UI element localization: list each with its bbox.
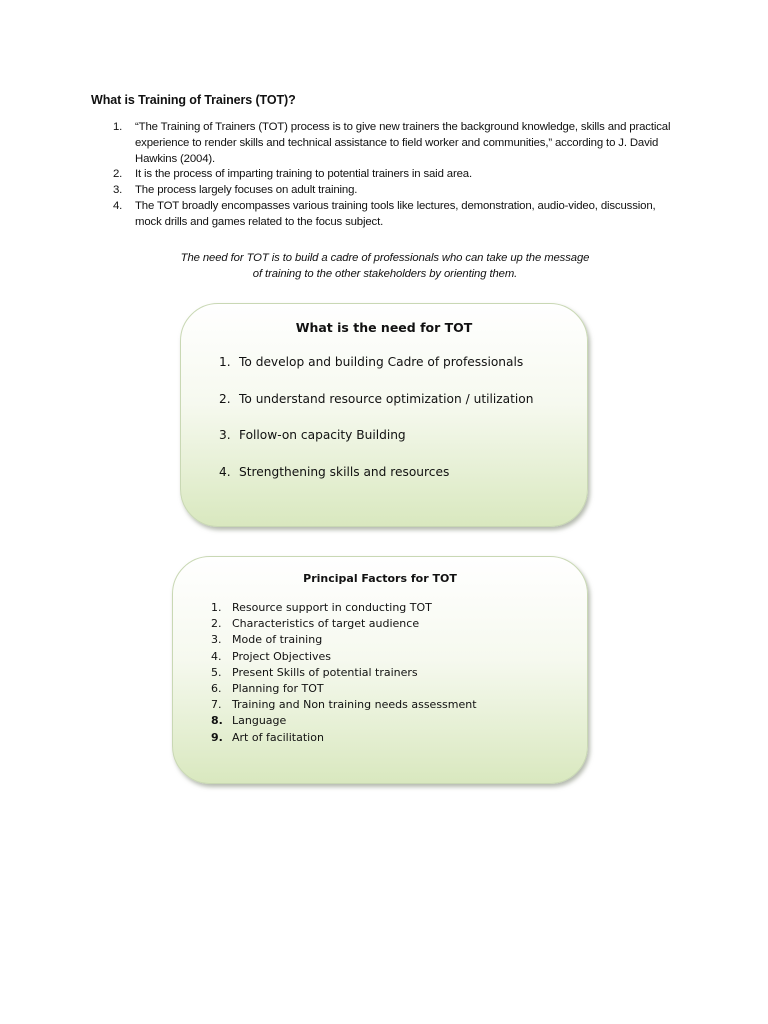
tot-need-quote	[160, 250, 610, 282]
list-item-number: 3.	[211, 633, 222, 647]
need-for-tot-box	[180, 303, 588, 527]
list-item-text: Project Objectives	[232, 649, 332, 663]
list-item-text: Training and Non training needs assessment	[232, 698, 477, 712]
need-box-title: What is the need for TOT	[295, 320, 473, 335]
list-item-text: The process largely focuses on adult training.	[135, 184, 358, 197]
list-item-number: 8.	[211, 714, 223, 728]
list-item-number: 1.	[219, 355, 231, 369]
list-item	[113, 167, 683, 183]
list-item	[211, 698, 477, 714]
list-item-number: 5.	[211, 665, 222, 679]
principal-factors-box	[172, 556, 588, 784]
list-item-text: Planning for TOT	[232, 681, 324, 695]
list-item	[113, 120, 683, 167]
list-item-text: Strengthening skills and resources	[239, 464, 450, 479]
list-item-number: 4.	[219, 464, 231, 479]
list-item-number: 3.	[113, 184, 123, 197]
list-item	[219, 355, 533, 392]
list-item	[219, 465, 533, 502]
list-item-number: 1.	[113, 121, 123, 133]
need-list	[219, 355, 533, 501]
list-item	[211, 666, 477, 682]
list-item-text: Language	[232, 714, 287, 728]
list-item	[211, 714, 477, 730]
list-item	[211, 601, 477, 617]
list-item-number: 2.	[219, 391, 231, 406]
list-item-number: 4.	[113, 199, 123, 212]
quote-line: The need for TOT is to build a cadre of professionals who can take up the message	[180, 252, 590, 264]
list-item-text: Mode of training	[232, 633, 323, 647]
list-item	[113, 183, 683, 199]
list-item-text: “The Training of Trainers (TOT) process is to give new trainers the background knowledge, skills and practical experience to render skills and technical assistance to field worker and communities,” according to J. David Hawkins (2004).	[135, 121, 671, 165]
list-item-text: Follow-on capacity Building	[239, 428, 406, 442]
list-item-text: Characteristics of target audience	[232, 617, 420, 631]
list-item-text: Resource support in conducting TOT	[232, 601, 432, 614]
list-item-text: Present Skills of potential trainers	[232, 665, 418, 679]
list-item	[211, 633, 477, 649]
factors-box-title: Principal Factors for TOT	[303, 572, 457, 585]
list-item-text: To understand resource optimization / utilization	[239, 391, 534, 406]
list-item-number: 3.	[219, 428, 231, 442]
list-item-number: 7.	[211, 698, 222, 712]
list-item-text: The TOT broadly encompasses various training tools like lectures, demonstration, audio-video, discussion, mock drills and games related to the focus subject.	[135, 199, 656, 228]
list-item	[211, 682, 477, 698]
list-item	[211, 650, 477, 666]
list-item-number: 1.	[211, 601, 222, 614]
list-item-text: To develop and building Cadre of professionals	[239, 355, 524, 369]
list-item-text: Art of facilitation	[232, 730, 324, 744]
list-item	[219, 428, 533, 465]
list-item-number: 4.	[211, 649, 222, 663]
list-item-number: 2.	[113, 168, 123, 181]
list-item-number: 9.	[211, 730, 223, 744]
list-item-number: 6.	[211, 681, 222, 695]
quote-line: of training to the other stakeholders by orienting them.	[252, 268, 518, 280]
section-heading: What is Training of Trainers (TOT)?	[91, 93, 296, 107]
list-item	[211, 731, 477, 747]
list-item-number: 2.	[211, 617, 222, 631]
list-item-text: It is the process of imparting training to potential trainers in said area.	[135, 168, 472, 181]
factors-list	[211, 601, 477, 747]
list-item	[113, 199, 683, 231]
list-item	[219, 392, 533, 429]
intro-list	[113, 120, 683, 231]
list-item	[211, 617, 477, 633]
